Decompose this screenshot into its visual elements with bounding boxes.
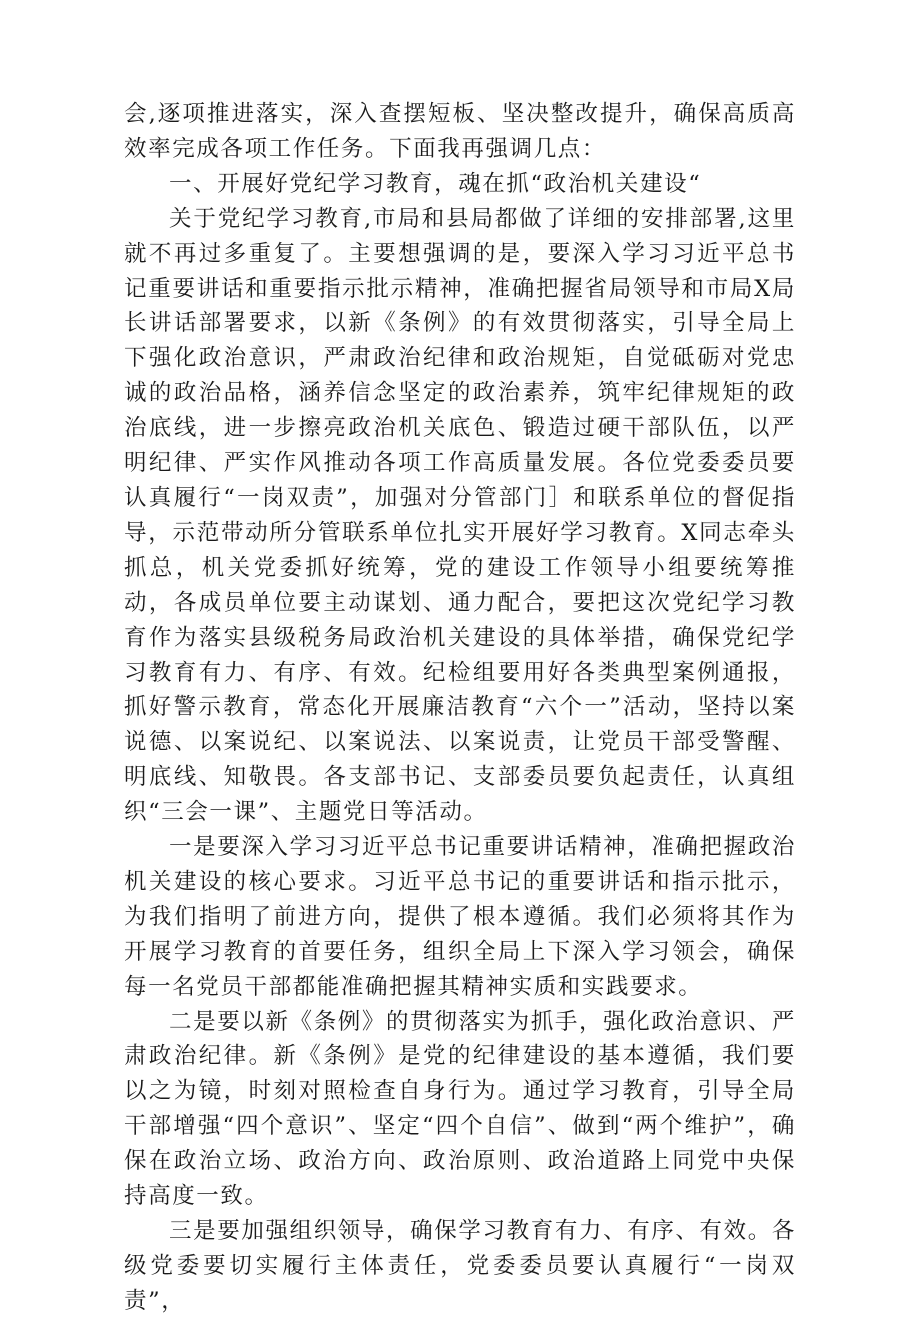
- paragraph-point-three: 三是要加强组织领导，确保学习教育有力、有序、有效。各级党委要切实履行主体责任，党委委员要认真履行“一岗双责”，: [124, 1218, 796, 1314]
- paragraph-point-one: 一是要深入学习习近平总书记重要讲话精神，准确把握政治机关建设的核心要求。习近平总书记的重要讲话和指示批示，为我们指明了前进方向，提供了根本遵循。我们必须将其作为开展学习教育的首要任务，组织全局上下深入学习领会，确保每一名党员干部都能准确把握其精神实质和实践要求。: [124, 834, 796, 1000]
- paragraph-party-discipline: 关于党纪学习教育,市局和县局都做了详细的安排部署,这里就不再过多重复了。主要想强调的是，要深入学习习近平总书记重要讲话和重要指示批示精神，准确把握省局领导和市局X局长讲话部署要求，以新《条例》的有效贯彻落实，引导全局上下强化政治意识，严肃政治纪律和政治规矩，自觉砥砺对党忠诚的政治品格，涵养信念坚定的政治素养，筑牢纪律规矩的政治底线，进一步擦亮政治机关底色、锻造过硬干部队伍，以严明纪律、严实作风推动各项工作高质量发展。各位党委委员要认真履行“一岗双责”，加强对分管部门］和联系单位的督促指导，示范带动所分管联系单位扎实开展好学习教育。X同志牵头抓总，机关党委抓好统筹，党的建设工作领导小组要统筹推动，各成员单位要主动谋划、通力配合，要把这次党纪学习教育作为落实县级税务局政治机关建设的具体举措，确保党纪学习教育有力、有序、有效。纪检组要用好各类典型案例通报，抓好警示教育，常态化开展廉洁教育“六个一”活动，坚持以案说德、以案说纪、以案说法、以案说责，让党员干部受警醒、明底线、知敬畏。各支部书记、支部委员要负起责任，认真组织“三会一课”、主题党日等活动。: [124, 205, 796, 826]
- section-heading: 一、开展好党纪学习教育，魂在抓“政治机关建设“: [169, 170, 702, 197]
- document-body: [124, 97, 796, 1319]
- paragraph-point-two: 二是要以新《条例》的贯彻落实为抓手，强化政治意识、严肃政治纪律。新《条例》是党的纪律建设的基本遵循，我们要以之为镜，时刻对照检查自身行为。通过学习教育，引导全局干部增强“四个意识”、坚定“四个自信”、做到“两个维护”，确保在政治立场、政治方向、政治原则、政治道路上同党中央保持高度一致。: [124, 1008, 796, 1210]
- paragraph-continuation: 会,逐项推进落实，深入查摆短板、坚决整改提升，确保高质高效率完成各项工作任务。下面我再强调几点：: [124, 101, 796, 162]
